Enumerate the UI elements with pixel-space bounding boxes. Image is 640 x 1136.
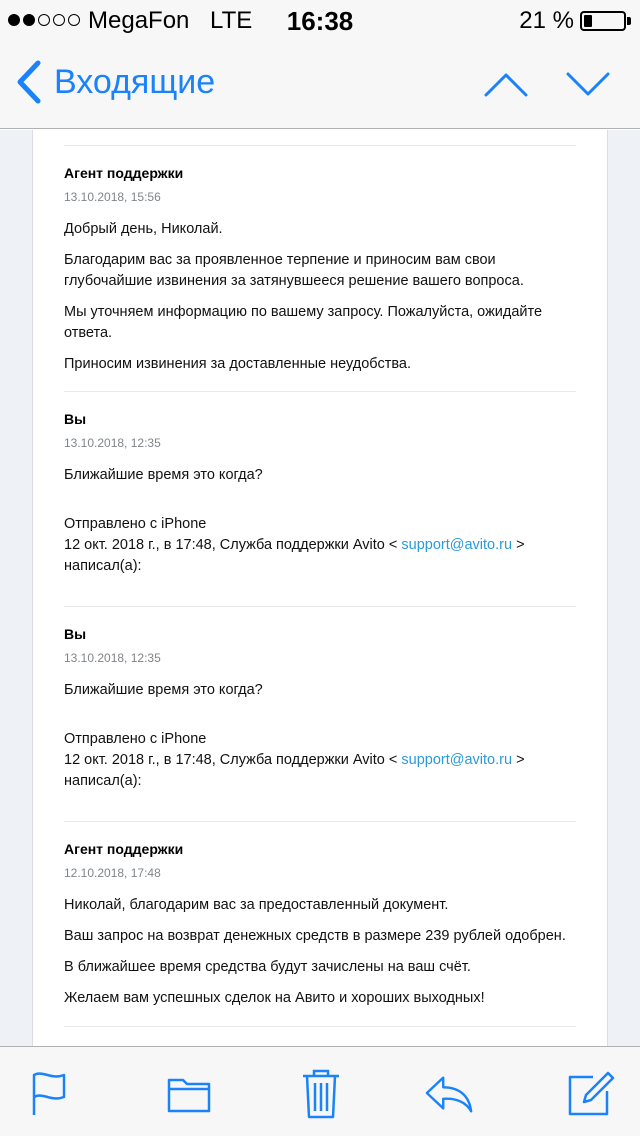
message-sheet (32, 130, 608, 1046)
message-divider (64, 1026, 576, 1027)
compose-button[interactable] (566, 1069, 616, 1119)
message-item (64, 821, 576, 1019)
message-paragraph: Приносим извинения за доставленные неудобства. (64, 356, 411, 372)
move-to-folder-button[interactable] (164, 1069, 214, 1119)
message-date: 13.10.2018, 15:56 (64, 190, 161, 204)
sent-from-line: Отправлено с iPhone (64, 516, 207, 532)
reply-button[interactable] (424, 1069, 474, 1119)
message-thread[interactable] (0, 130, 640, 1046)
quote-header (64, 750, 576, 771)
flag-button[interactable] (24, 1069, 74, 1119)
wrote-line: написал(а): (64, 773, 142, 789)
delete-button[interactable] (296, 1069, 346, 1119)
message-sender: Агент поддержки (64, 841, 184, 857)
message-paragraph: Николай, благодарим вас за предоставленный документ. (64, 897, 449, 913)
quote-suffix: > (516, 537, 525, 553)
message-paragraph: В ближайшее время средства будут зачислены на ваш счёт. (64, 959, 471, 975)
battery-icon (580, 11, 626, 31)
message-item (64, 606, 576, 792)
flag-icon (29, 1071, 69, 1117)
quote-prefix: 12 окт. 2018 г., в 17:48, Служба поддержки Avito < (64, 537, 398, 553)
message-item (64, 145, 576, 385)
quote-suffix: > (516, 752, 525, 768)
message-paragraph: Благодарим вас за проявленное терпение и приносим вам свои глубочайшие извинения за затянувшееся решение вашего вопроса. (64, 252, 524, 289)
network-type: LTE (210, 7, 253, 34)
message-paragraph: Мы уточняем информацию по вашему запросу. Пожалуйста, ожидайте ответа. (64, 304, 543, 341)
message-body (64, 465, 576, 577)
message-paragraph: Ваш запрос на возврат денежных средств в размере 239 рублей одобрен. (64, 928, 566, 944)
message-paragraph: Ближайшие время это когда? (64, 682, 263, 698)
chevron-left-icon (16, 60, 42, 104)
status-time: 16:38 (286, 6, 354, 36)
status-bar (0, 0, 640, 40)
message-item (64, 391, 576, 577)
compose-icon (567, 1071, 615, 1117)
message-date: 13.10.2018, 12:35 (64, 651, 161, 665)
quote-header (64, 535, 576, 556)
message-body (64, 895, 576, 1009)
folder-icon (166, 1074, 212, 1114)
email-link[interactable]: support@avito.ru (401, 752, 513, 768)
reply-icon (424, 1074, 474, 1114)
mail-toolbar (0, 1046, 640, 1136)
back-label: Входящие (54, 62, 216, 101)
message-date: 12.10.2018, 17:48 (64, 866, 161, 880)
message-paragraph: Желаем вам успешных сделок на Авито и хороших выходных! (64, 990, 485, 1006)
message-date: 13.10.2018, 12:35 (64, 436, 161, 450)
navigation-bar (0, 40, 640, 129)
message-paragraph: Ближайшие время это когда? (64, 467, 263, 483)
battery-percent: 21 % (519, 7, 574, 34)
message-body (64, 219, 576, 375)
message-body (64, 680, 576, 792)
wrote-line: написал(а): (64, 558, 142, 574)
message-paragraph: Добрый день, Николай. (64, 221, 223, 237)
message-sender: Вы (64, 626, 87, 642)
previous-message-chevron-up-icon[interactable] (484, 62, 528, 106)
message-sender: Агент поддержки (64, 165, 184, 181)
quote-prefix: 12 окт. 2018 г., в 17:48, Служба поддержки Avito < (64, 752, 398, 768)
next-message-chevron-down-icon[interactable] (566, 62, 610, 106)
back-button[interactable] (16, 60, 215, 104)
sent-from-line: Отправлено с iPhone (64, 731, 207, 747)
carrier-name: MegaFon (88, 7, 190, 34)
message-sender: Вы (64, 411, 87, 427)
trash-icon (301, 1069, 341, 1119)
email-link[interactable]: support@avito.ru (401, 537, 513, 553)
